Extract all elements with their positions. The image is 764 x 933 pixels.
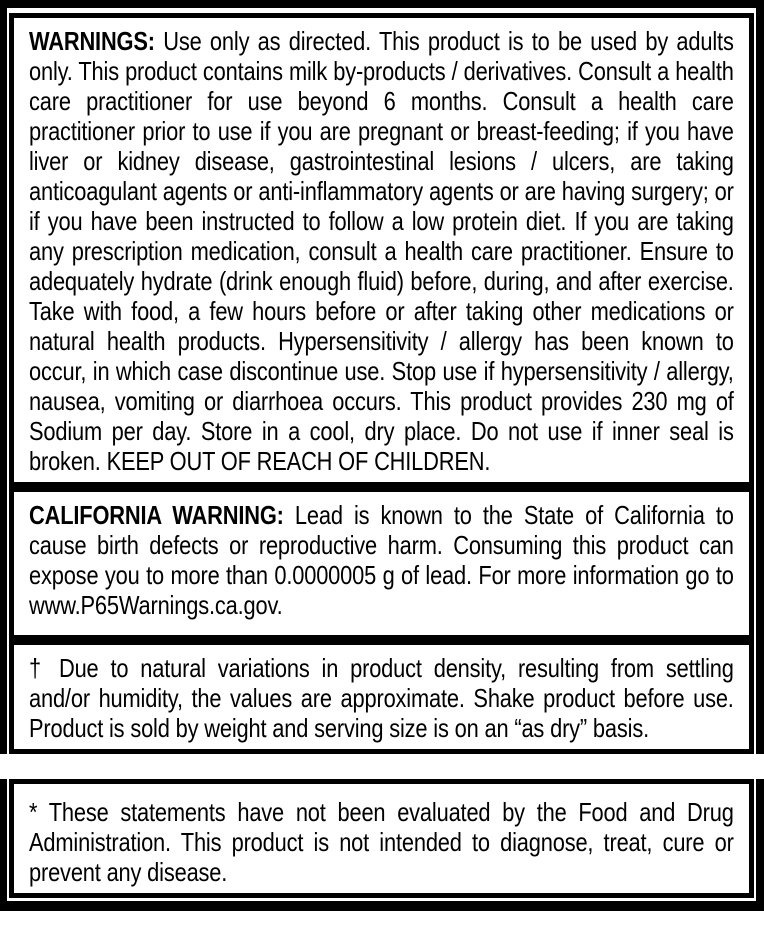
warnings-text: Use only as directed. This product is to be used by adults only. This product contains milk by-products / derivatives. Consult a health care practitioner for use beyond 6 months. Consult a health care practitioner prior to use if you are pregnant or breast-feeding; if you have liver or kidney disease, gastrointestinal lesions / ulcers, are taking anticoagulant agents or anti-inflammatory agents or are having surgery; or if you have been instructed to follow a low protein diet. If you are taking any prescription medication, consult a health care practitioner. Ensure to adequately hydrate (drink enough fluid) before, during, and after exercise. Take with food, a few hours before or after taking other medications or natural health products. Hypersensitivity / allergy has been known to occur, in which case discontinue use. Stop use if hypersensitivity / allergy, nausea, vomiting or diarrhoea occurs. This product provides 230 mg of Sodium per day. Store in a cool, dry place. Do not use if inner seal is broken. KEEP OUT OF REACH OF CHILDREN. [29,26,734,476]
dagger-symbol: † [29,653,48,683]
density-note-box [9,640,754,754]
california-warning-text: Lead is known to the State of California to cause birth defects or reproductive harm. Consuming this product can expose you to more than 0.0000005 g of lead. For more information go to www.P65Warnings.ca.gov. [29,500,734,620]
bottom-trim-bar [7,901,756,911]
fda-disclaimer-text: These statements have not been evaluated by the Food and Drug Administration. This product is not intended to diagnose, treat, cure or prevent any disease. [29,797,734,887]
california-warning-box [9,487,754,640]
california-paragraph [29,500,734,620]
warnings-heading: WARNINGS: [29,26,155,56]
california-warning-heading: CALIFORNIA WARNING: [29,500,284,530]
asterisk-symbol: * [29,797,38,827]
panel-gap [0,754,764,779]
density-note-paragraph [29,653,734,743]
fda-disclaimer-paragraph [29,797,734,887]
warnings-paragraph [29,26,734,476]
lower-panel-group [0,779,764,911]
top-trim-bar [7,0,756,8]
fda-disclaimer-box [9,779,754,898]
density-note-text: Due to natural variations in product density, resulting from settling and/or humidity, the values are approximate. Shake product before use. Product is sold by weight and serving size is on an “as dry” basis. [29,653,734,743]
warnings-box [9,13,754,487]
